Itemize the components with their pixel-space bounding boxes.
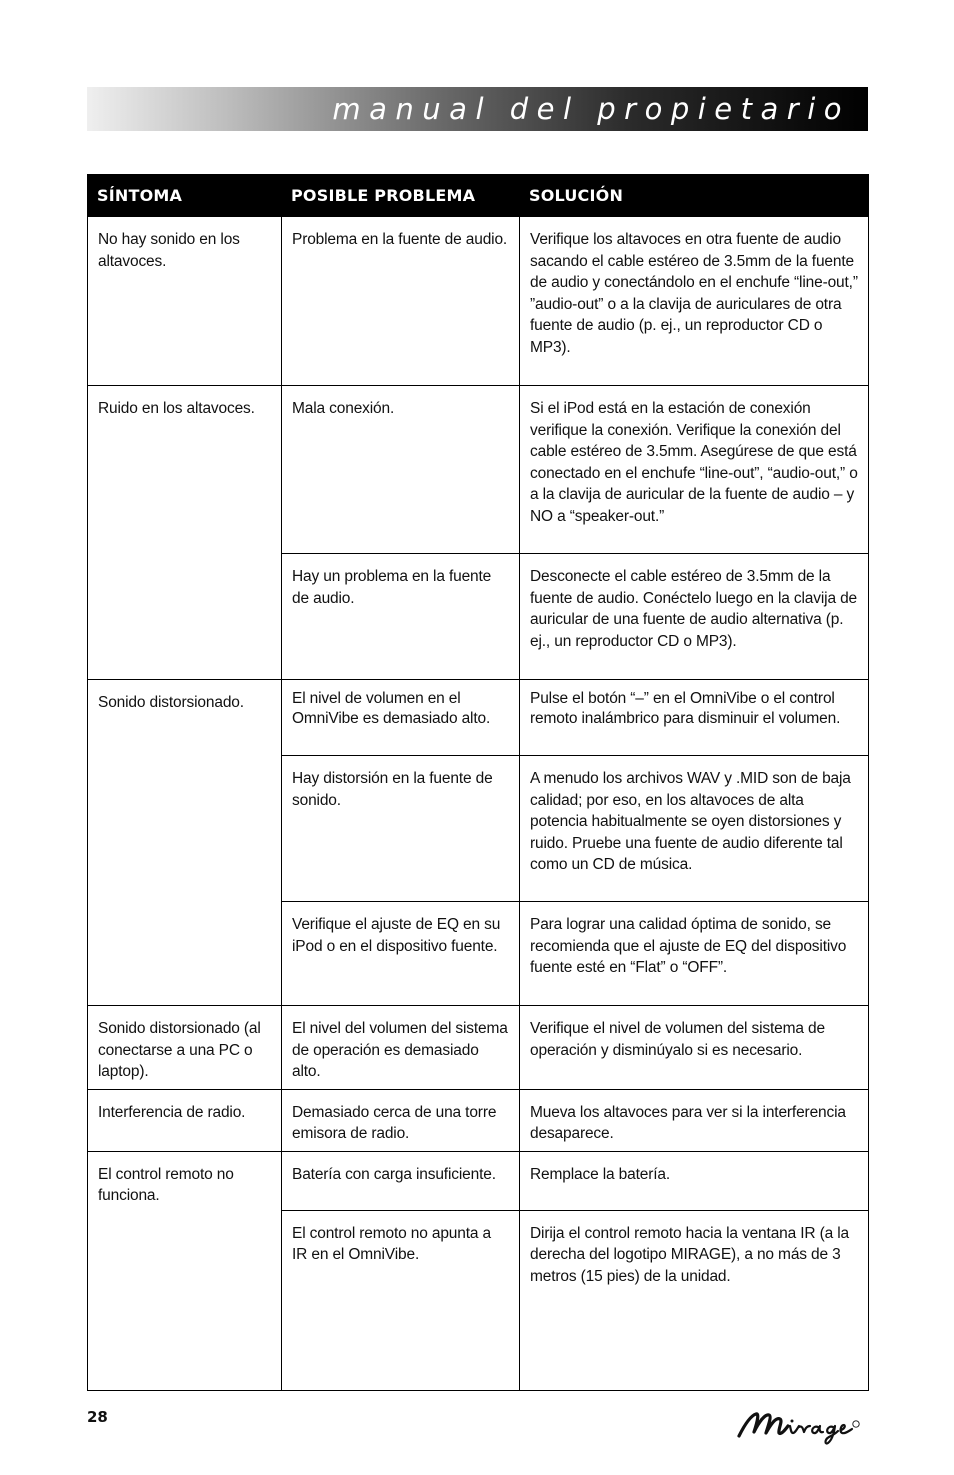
problem-cell: Batería con carga insuficiente. xyxy=(282,1151,520,1210)
problem-cell: El nivel del volumen del sistema de operación es demasiado alto. xyxy=(282,1006,520,1090)
symptom-cell: Ruido en los altavoces. xyxy=(88,386,282,680)
table-row xyxy=(88,1089,869,1151)
table-row xyxy=(88,217,869,386)
page-title: manual del propietario xyxy=(332,92,850,126)
problem-cell: Mala conexión. xyxy=(282,386,520,554)
solution-cell: Dirija el control remoto hacia la ventana IR (a la derecha del logotipo MIRAGE), a no más de 3 metros (15 pies) de la unidad. xyxy=(520,1210,869,1390)
solution-cell: A menudo los archivos WAV y .MID son de baja calidad; por eso, en los altavoces de alta potencia habitualmente se oyen distorsiones y ruido. Pruebe una fuente de audio diferente tal como un CD de música. xyxy=(520,756,869,902)
problem-cell: El control remoto no apunta a IR en el OmniVibe. xyxy=(282,1210,520,1390)
problem-cell: Demasiado cerca de una torre emisora de radio. xyxy=(282,1089,520,1151)
header-bar xyxy=(87,87,868,131)
troubleshooting-table xyxy=(87,174,869,1391)
column-header-solution: SOLUCIÓN xyxy=(520,175,869,217)
solution-cell: Para lograr una calidad óptima de sonido, se recomienda que el ajuste de EQ del dispositivo fuente esté en “Flat” o “OFF”. xyxy=(520,902,869,1006)
solution-cell: Si el iPod está en la estación de conexión verifique la conexión. Verifique la conexión del cable estéreo de 3.5mm. Asegúrese de que está conectado en el enchufe “line-out”, “audio-out,” o a la clavija de auricular de la fuente de audio – y NO a “speaker-out.” xyxy=(520,386,869,554)
table-header-row xyxy=(88,175,869,217)
page-number: 28 xyxy=(87,1408,108,1426)
solution-cell: Pulse el botón “–” en el OmniVibe o el control remoto inalámbrico para disminuir el volumen. xyxy=(520,680,869,756)
symptom-cell: No hay sonido en los altavoces. xyxy=(88,217,282,386)
problem-cell: Problema en la fuente de audio. xyxy=(282,217,520,386)
symptom-cell: Sonido distorsionado. xyxy=(88,680,282,1006)
mirage-logo xyxy=(732,1402,870,1450)
problem-cell: El nivel de volumen en el OmniVibe es demasiado alto. xyxy=(282,680,520,756)
symptom-cell: Sonido distorsionado (al conectarse a una PC o laptop). xyxy=(88,1006,282,1090)
table-row xyxy=(88,1006,869,1090)
problem-cell: Verifique el ajuste de EQ en su iPod o en el dispositivo fuente. xyxy=(282,902,520,1006)
problem-cell: Hay distorsión en la fuente de sonido. xyxy=(282,756,520,902)
column-header-problem: POSIBLE PROBLEMA xyxy=(282,175,520,217)
problem-cell: Hay un problema en la fuente de audio. xyxy=(282,554,520,680)
solution-cell: Desconecte el cable estéreo de 3.5mm de la fuente de audio. Conéctelo luego en la clavija de auricular de una fuente de audio alternativa (p. ej., un reproductor CD o MP3). xyxy=(520,554,869,680)
solution-cell: Mueva los altavoces para ver si la interferencia desaparece. xyxy=(520,1089,869,1151)
table-row xyxy=(88,1151,869,1210)
table-row xyxy=(88,680,869,756)
solution-cell: Verifique los altavoces en otra fuente de audio sacando el cable estéreo de 3.5mm de la fuente de audio y conectándolo en el enchufe “line-out,” ”audio-out” o a la clavija de auriculares de otra fuente de audio (p. ej., un reproductor CD o MP3). xyxy=(520,217,869,386)
solution-cell: Verifique el nivel de volumen del sistema de operación y disminúyalo si es necesario. xyxy=(520,1006,869,1090)
symptom-cell: Interferencia de radio. xyxy=(88,1089,282,1151)
column-header-symptom: SÍNTOMA xyxy=(88,175,282,217)
symptom-cell: El control remoto no funciona. xyxy=(88,1151,282,1390)
solution-cell: Remplace la batería. xyxy=(520,1151,869,1210)
table-row xyxy=(88,386,869,554)
